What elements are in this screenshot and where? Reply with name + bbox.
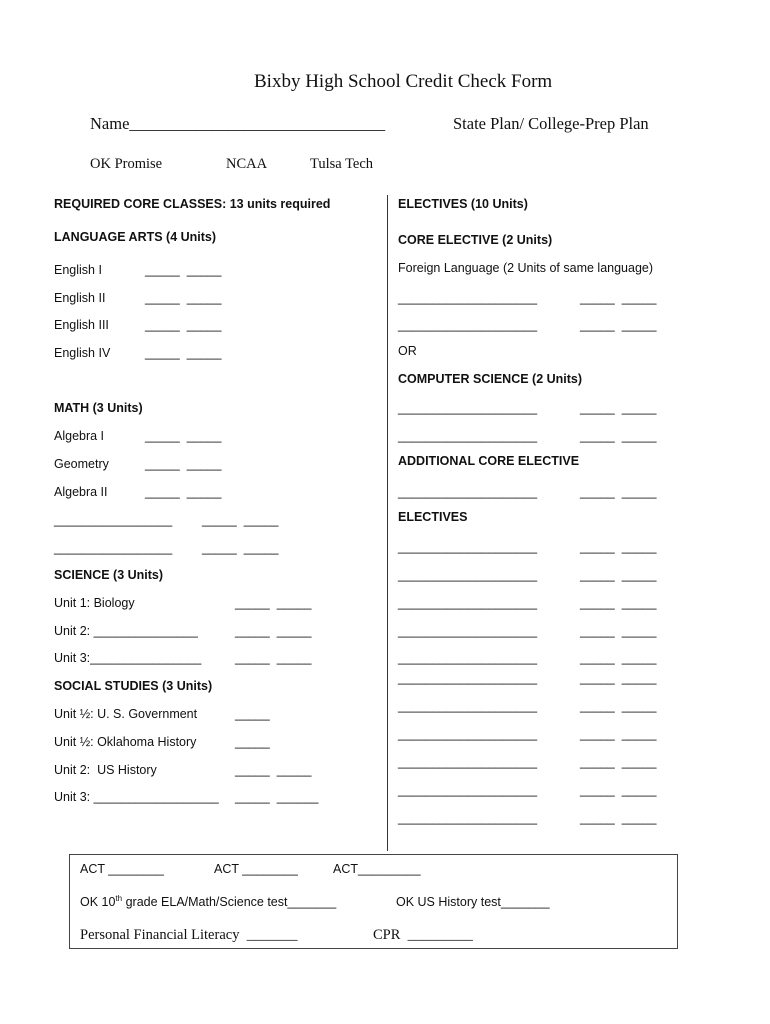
english-2-label: English II <box>54 291 106 305</box>
electives-sub-heading: ELECTIVES <box>398 510 468 524</box>
ok10-test-field[interactable] <box>80 893 337 909</box>
oklahoma-history-label: Unit ½: Oklahoma History <box>54 735 197 749</box>
electives-heading: ELECTIVES (10 Units) <box>398 197 528 211</box>
act-score-2[interactable]: ACT ________ <box>214 862 298 876</box>
english-1-blank[interactable]: _____ _____ <box>145 263 222 277</box>
algebra-1-blank[interactable]: _____ _____ <box>145 429 222 443</box>
science-unit-3-blank[interactable]: _____ _____ <box>235 651 312 665</box>
math-extra-blank-1[interactable]: _____ _____ <box>202 513 279 527</box>
personal-financial-literacy-field[interactable]: Personal Financial Literacy _______ <box>80 927 298 943</box>
ok-us-history-test-field[interactable]: OK US History test_______ <box>396 895 550 909</box>
science-unit-3-label[interactable]: Unit 3:________________ <box>54 651 202 665</box>
social-studies-heading: SOCIAL STUDIES (3 Units) <box>54 679 213 693</box>
science-unit-1-label: Unit 1: Biology <box>54 596 135 610</box>
page-title: Bixby High School Credit Check Form <box>254 71 553 92</box>
core-elective-heading: CORE ELECTIVE (2 Units) <box>398 233 553 247</box>
science-unit-2-blank[interactable]: _____ _____ <box>235 624 312 638</box>
cpr-field[interactable]: CPR _________ <box>373 927 473 943</box>
elective-line-name[interactable]: ____________________ <box>398 429 538 443</box>
elective-line-blank[interactable]: _____ _____ <box>580 596 657 610</box>
act-score-1[interactable]: ACT ________ <box>80 862 164 876</box>
math-heading: MATH (3 Units) <box>54 401 143 415</box>
elective-line-name[interactable]: ____________________ <box>398 568 538 582</box>
computer-science-heading: COMPUTER SCIENCE (2 Units) <box>398 372 583 386</box>
elective-line-name[interactable]: ____________________ <box>398 540 538 554</box>
elective-line-name[interactable]: ____________________ <box>398 401 538 415</box>
additional-core-heading: ADDITIONAL CORE ELECTIVE <box>398 454 580 468</box>
us-history-blank[interactable]: _____ _____ <box>235 763 312 777</box>
elective-line-name[interactable]: ____________________ <box>398 755 538 769</box>
elective-line-blank[interactable]: _____ _____ <box>580 291 657 305</box>
elective-line-blank[interactable]: _____ _____ <box>580 485 657 499</box>
elective-line-blank[interactable]: _____ _____ <box>580 811 657 825</box>
elective-line-name[interactable]: ____________________ <box>398 624 538 638</box>
social-unit-3-blank[interactable]: _____ ______ <box>235 790 319 804</box>
us-history-label: Unit 2: US History <box>54 763 157 777</box>
elective-line-name[interactable]: ____________________ <box>398 291 538 305</box>
elective-line-blank[interactable]: _____ _____ <box>580 699 657 713</box>
name-field[interactable]: Name_______________________________ <box>90 114 386 133</box>
elective-line-blank[interactable]: _____ _____ <box>580 429 657 443</box>
language-arts-heading: LANGUAGE ARTS (4 Units) <box>54 230 217 244</box>
ok10-prefix: OK 10 <box>80 895 116 909</box>
ok10-superscript: th <box>115 893 123 903</box>
elective-line-blank[interactable]: _____ _____ <box>580 401 657 415</box>
science-heading: SCIENCE (3 Units) <box>54 568 164 582</box>
math-extra-blank-2[interactable]: _____ _____ <box>202 541 279 555</box>
english-4-blank[interactable]: _____ _____ <box>145 346 222 360</box>
foreign-language-label: Foreign Language (2 Units of same language) <box>398 261 654 275</box>
english-2-blank[interactable]: _____ _____ <box>145 291 222 305</box>
social-unit-3-label[interactable]: Unit 3: __________________ <box>54 790 219 804</box>
act-score-3[interactable]: ACT_________ <box>333 862 421 876</box>
algebra-2-label: Algebra II <box>54 485 108 499</box>
option-ncaa[interactable]: NCAA <box>226 156 268 172</box>
science-unit-2-label[interactable]: Unit 2: _______________ <box>54 624 198 638</box>
algebra-2-blank[interactable]: _____ _____ <box>145 485 222 499</box>
english-1-label: English I <box>54 263 102 277</box>
us-government-blank[interactable]: _____ <box>235 707 270 721</box>
english-3-blank[interactable]: _____ _____ <box>145 318 222 332</box>
elective-line-name[interactable]: ____________________ <box>398 651 538 665</box>
elective-line-name[interactable]: ____________________ <box>398 596 538 610</box>
elective-line-name[interactable]: ____________________ <box>398 811 538 825</box>
algebra-1-label: Algebra I <box>54 429 105 443</box>
geometry-blank[interactable]: _____ _____ <box>145 457 222 471</box>
english-3-label: English III <box>54 318 109 332</box>
elective-line-name[interactable]: ____________________ <box>398 318 538 332</box>
elective-line-blank[interactable]: _____ _____ <box>580 568 657 582</box>
elective-line-blank[interactable]: _____ _____ <box>580 318 657 332</box>
elective-line-blank[interactable]: _____ _____ <box>580 540 657 554</box>
elective-line-blank[interactable]: _____ _____ <box>580 755 657 769</box>
option-ok-promise[interactable]: OK Promise <box>90 156 163 172</box>
english-4-label: English IV <box>54 346 111 360</box>
elective-line-name[interactable]: ____________________ <box>398 699 538 713</box>
elective-line-blank[interactable]: _____ _____ <box>580 651 657 665</box>
elective-line-name[interactable]: ____________________ <box>398 671 538 685</box>
math-extra-name-2[interactable]: _________________ <box>54 541 173 555</box>
us-government-label: Unit ½: U. S. Government <box>54 707 198 721</box>
elective-line-name[interactable]: ____________________ <box>398 783 538 797</box>
math-extra-name-1[interactable]: _________________ <box>54 513 173 527</box>
elective-line-blank[interactable]: _____ _____ <box>580 727 657 741</box>
or-label: OR <box>398 344 417 358</box>
science-unit-1-blank[interactable]: _____ _____ <box>235 596 312 610</box>
geometry-label: Geometry <box>54 457 109 471</box>
ok10-suffix: grade ELA/Math/Science test_______ <box>122 895 337 909</box>
column-divider <box>387 195 388 851</box>
elective-line-blank[interactable]: _____ _____ <box>580 624 657 638</box>
oklahoma-history-blank[interactable]: _____ <box>235 735 270 749</box>
option-tulsa-tech[interactable]: Tulsa Tech <box>310 156 374 172</box>
core-heading: REQUIRED CORE CLASSES: 13 units required <box>54 197 331 211</box>
elective-line-blank[interactable]: _____ _____ <box>580 671 657 685</box>
elective-line-blank[interactable]: _____ _____ <box>580 783 657 797</box>
plan-label: State Plan/ College-Prep Plan <box>453 114 649 133</box>
elective-line-name[interactable]: ____________________ <box>398 485 538 499</box>
elective-line-name[interactable]: ____________________ <box>398 727 538 741</box>
